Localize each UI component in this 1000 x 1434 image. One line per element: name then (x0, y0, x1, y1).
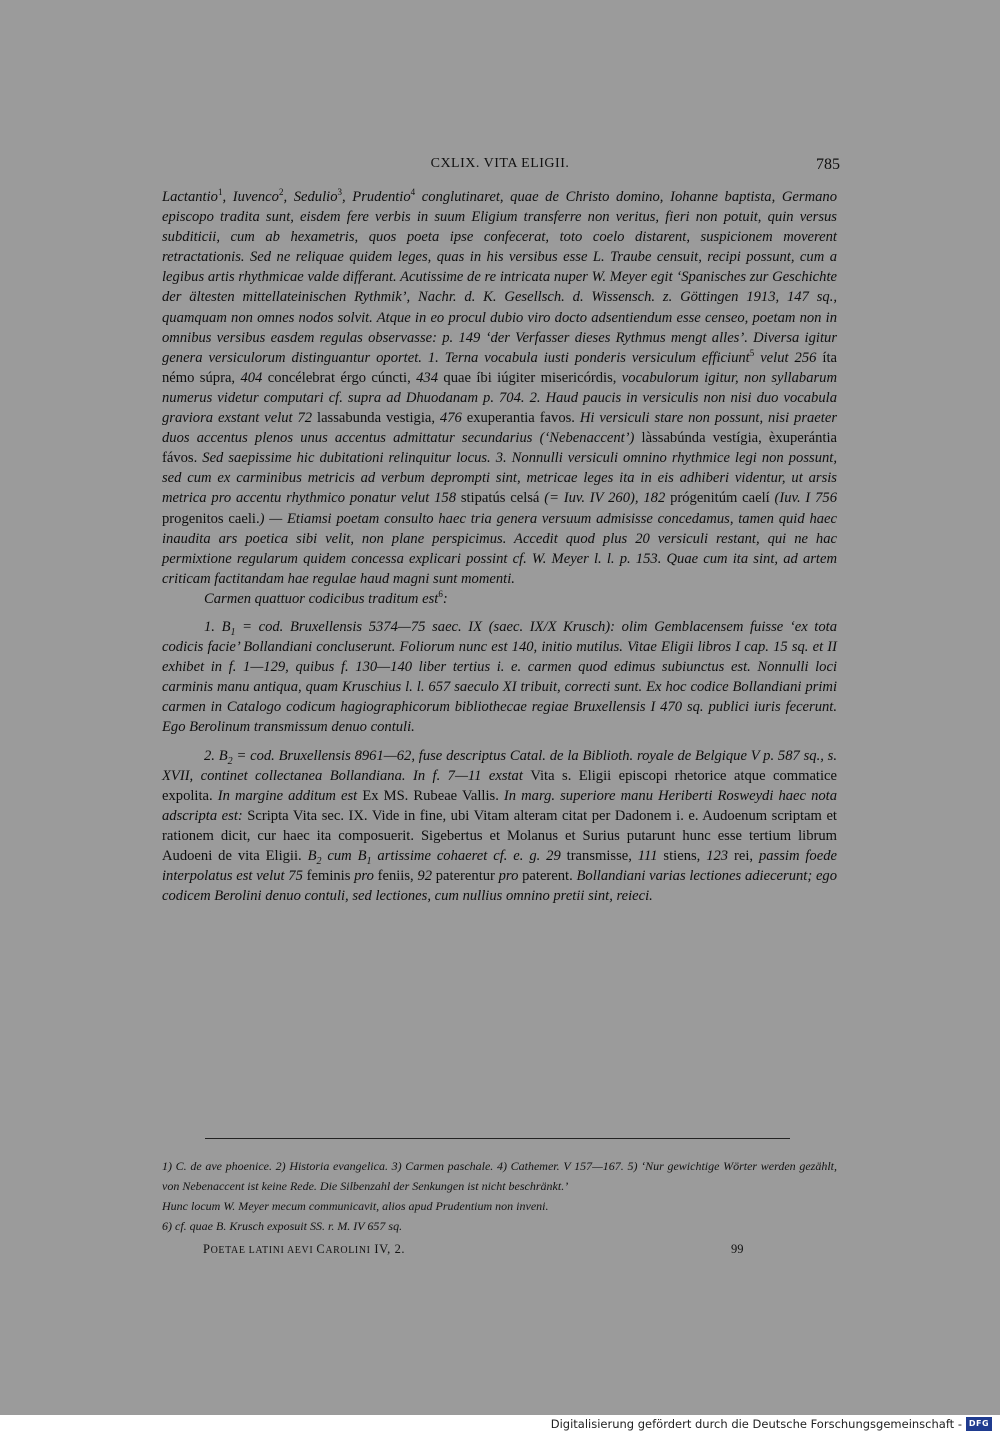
text-run: pro (350, 868, 378, 885)
text-run: : (442, 590, 448, 607)
quoted-verse: stiens, (663, 848, 701, 864)
series-small-2: AROLINI (325, 1245, 371, 1256)
footnote-marker: 4 (410, 187, 416, 198)
text-run: , Sedulio (283, 189, 338, 205)
paragraph-carmen (162, 589, 837, 609)
signature-number: 99 (731, 1242, 744, 1256)
paragraph-codex-b1 (162, 617, 837, 738)
text-run: 476 (435, 410, 467, 427)
quoted-verse: stipatús celsá (460, 490, 540, 507)
quoted-verse: transmisse, (566, 848, 632, 864)
text-run: In marg. superiore manu Heriberti Rosweydi haec nota adscripta est: (162, 787, 838, 824)
text-run: velut 256 (754, 349, 823, 366)
text-run: vocabulorum igitur, non syllabarum numerus videtur computari cf. supra ad Dhuodanam p. 704. 2. Haud paucis in versiculis non nisi duo vocabula graviora exstant velut 72 (162, 369, 838, 427)
text-run: cum B (321, 848, 367, 864)
footnote-line-2: Hunc locum W. Meyer mecum communicavit, alios apud Prudentium non inveni. (162, 1199, 549, 1213)
quoted-verse: lassabunda vestigia, (317, 410, 435, 427)
text-run: In margine additum est (212, 787, 363, 804)
series-volume: IV, 2. (370, 1242, 406, 1256)
footnotes (162, 1156, 837, 1236)
footnote-line-3: 6) cf. quae B. Krusch exposuit SS. r. M. IV 657 sq. (162, 1219, 403, 1233)
text-run: artissime cohaeret cf. e. g. 29 (371, 848, 567, 864)
text-run: 434 (410, 369, 444, 386)
running-title: CXLIX. VITA ELIGII. (430, 156, 570, 171)
funding-text: Digitalisierung gefördert durch die Deutsche Forschungsgemeinschaft - (550, 1417, 962, 1431)
footnote-marker: 3 (337, 187, 342, 198)
quoted-verse: làssabúnda vestígia, èxuperántia fávos. (162, 430, 837, 467)
text-run: = cod. Bruxellensis 8961—62, fuse descriptus Catal. de la Biblioth. royale de Belgique V p. 587 sq., s. XVII, continet collectanea Bollandiana. In f. 7—11 exstat (162, 747, 837, 784)
series-title (203, 1242, 405, 1257)
footnote-rule (205, 1138, 790, 1139)
quoted-verse: feminis (306, 868, 351, 885)
text-run: B (301, 848, 317, 864)
footnote-marker: 1 (217, 187, 223, 198)
text-run: Hi versiculi stare non possunt, nisi praeter duos accentus plenos unus accentus admittatur secundarius (‘Nebenaccent’) (162, 410, 837, 447)
paragraph-introduction (162, 187, 837, 589)
text-run: = cod. Bruxellensis 5374—75 saec. IX (saec. IX/X Krusch): olim Gemblacensem fuisse ‘ex tota codicis facie’ Bollandiani concluserunt. Foliorum nunc est 140, initio mutilus. Vitae Eligii libros I cap. 15 sq. et II exhibet in f. 1—129, quibus f. 130—140 liber tertius i. e. carmen quod edimus subiunctus est. Nonnulli loci carminis manu antiqua, quam Kruschius l. l. 657 saeculo XI tribuit, correcti sunt. Ex hoc codice Bollandiani primi carmen in Catalogo codicum hagiographicorum bibliothecae regiae Bruxellensis I 470 sq. publici iuris fecerunt. Ego Berolinum transmissum denuo contuli. (162, 618, 838, 736)
funding-banner (0, 1415, 1000, 1434)
siglum-subscript: 2 (316, 855, 322, 867)
series-cap-1: P (203, 1242, 211, 1256)
footnote-line-1: 1) C. de ave phoenice. 2) Historia evangelica. 3) Carmen paschale. 4) Cathemer. V 157—167. 5) ‘Nur gewichtige Wörter werden gezählt, von Nebenaccent ist keine Rede. Die Silbenzahl der Senkungen ist nicht beschränkt.’ (162, 1159, 837, 1193)
quoted-verse: progenitos caeli. (162, 510, 260, 527)
quoted-verse: paterent. (522, 868, 573, 885)
text-run: ) — Etiamsi poetam consulto haec tria genera versuum admisisse concedamus, tamen quid haec inaudita ars poetica sibi velit, non plane perspicimus. Accedit quod plus 20 versiculi restant, qui ne hac permixtione regularum quidem concessa explicari possint cf. W. Meyer l. l. p. 153. Quae cum ita sint, ad artem criticam factitandam hae regulae haud magni sunt momenti. (162, 510, 837, 587)
text-run: 404 (235, 369, 268, 386)
text-run: (Iuv. I 756 (769, 490, 837, 507)
text-run: (= Iuv. IV 260), 182 (539, 490, 671, 507)
text-run: Bollandiani varias lectiones adiecerunt; ego codicem Berolini denuo contuli, sed lectiones, cum nullius omnino pretii sint, reieci. (162, 868, 838, 905)
quoted-verse: Scripta Vita sec. IX. Vide in fine, ubi Vitam alteram citat per Dadonem i. e. Audoenum scriptam et rationem dicit, cur haec ita composuerit. Sigebertus et Molanus et Surius putarunt hunc esse tertium librum Audoeni de vita Eligii. (162, 807, 837, 864)
text-run: 123 (700, 848, 734, 864)
series-cap-2: C (316, 1242, 326, 1256)
text-run: passim foede interpolatus est velut 75 (162, 848, 837, 885)
siglum-subscript: 2 (227, 755, 233, 767)
quoted-verse: feniis, (377, 868, 414, 885)
text-run: Sed saepissime hic dubitationi relinquitur locus. 3. Nonnulli versiculi omnino rhythmice legi non possunt, sed cum ex carminibus metricis ad verbum deprompti sint, metricae leges ita in eis adhiberi videntur, ut arsis metrica pro accentu rhythmico ponatur velut 158 (162, 450, 837, 507)
text-run: 1. B (204, 618, 231, 635)
body-text (162, 187, 837, 906)
quoted-verse: Vita s. Eligii episcopi rhetorice atque commatice expolita. (162, 767, 837, 804)
quoted-verse: Ex MS. Rubeae Vallis. (362, 787, 499, 804)
text-run: 2. B (204, 747, 228, 764)
paragraph-codex-b2 (162, 746, 837, 907)
text-run: 111 (631, 848, 664, 864)
series-small-1: OETAE LATINI AEVI (210, 1245, 317, 1256)
text-run: Lactantio (162, 189, 218, 205)
siglum-subscript: 1 (366, 855, 372, 867)
text-run: , Prudentio (342, 189, 411, 205)
dfg-logo-icon: DFG (966, 1417, 992, 1431)
text-run: pro (494, 868, 523, 885)
quoted-verse: paterentur (435, 868, 495, 885)
text-run: Carmen quattuor codicibus traditum est (204, 590, 439, 607)
text-run: conglutinaret, quae de Christo domino, Iohanne baptista, Germano episcopo tradita sunt, eisdem fere verbis in suum Eligium transferre non veritus, fieri non potuit, quin versus subditicii, cum ab hexametris, quos poeta ipse confecerat, toto coelo distarent, suspicionem moverent retractationis. Sed ne reliquae quidem leges, quas in his versibus esse L. Traube censuit, recipi possunt, cum a legibus artis rhythmicae valde differant. Acutissime de re intricata nuper W. Meyer egit ‘Spanisches zur Geschichte der ältesten mittellateinischen Rythmik’, Nachr. d. K. Gesellsch. d. Wissensch. z. Göttingen 1913, 147 sq., quamquam non omnes nodos solvit. Atque in eo procul dubio viro docto adsentiendum esse censeo, poetam non in omnibus versibus easdem regulas observasse: p. 149 ‘der Verfasser dieses Rythmus mengt alles’. Diversa igitur genera versiculorum distinguantur oportet. 1. Terna vocabula iusti ponderis versiculum efficiunt (162, 189, 837, 366)
siglum-subscript: 1 (230, 626, 236, 638)
text-run: , Iuvenco (222, 189, 279, 205)
quoted-verse: rei, (734, 848, 754, 864)
quoted-verse: exuperantia favos. (466, 410, 575, 427)
quoted-verse: prógenitúm caelí (670, 490, 770, 507)
quoted-verse: quae íbi iúgiter misericórdis, (443, 369, 617, 386)
footnote-marker: 6 (438, 589, 443, 600)
footnote-marker: 5 (749, 347, 755, 358)
page-number: 785 (816, 156, 840, 173)
text-run: 92 (413, 868, 436, 885)
quoted-verse: íta némo súpra, (162, 349, 837, 386)
quoted-verse: concélebrat érgo cúncti, (267, 369, 411, 386)
footnote-marker: 2 (278, 187, 284, 198)
